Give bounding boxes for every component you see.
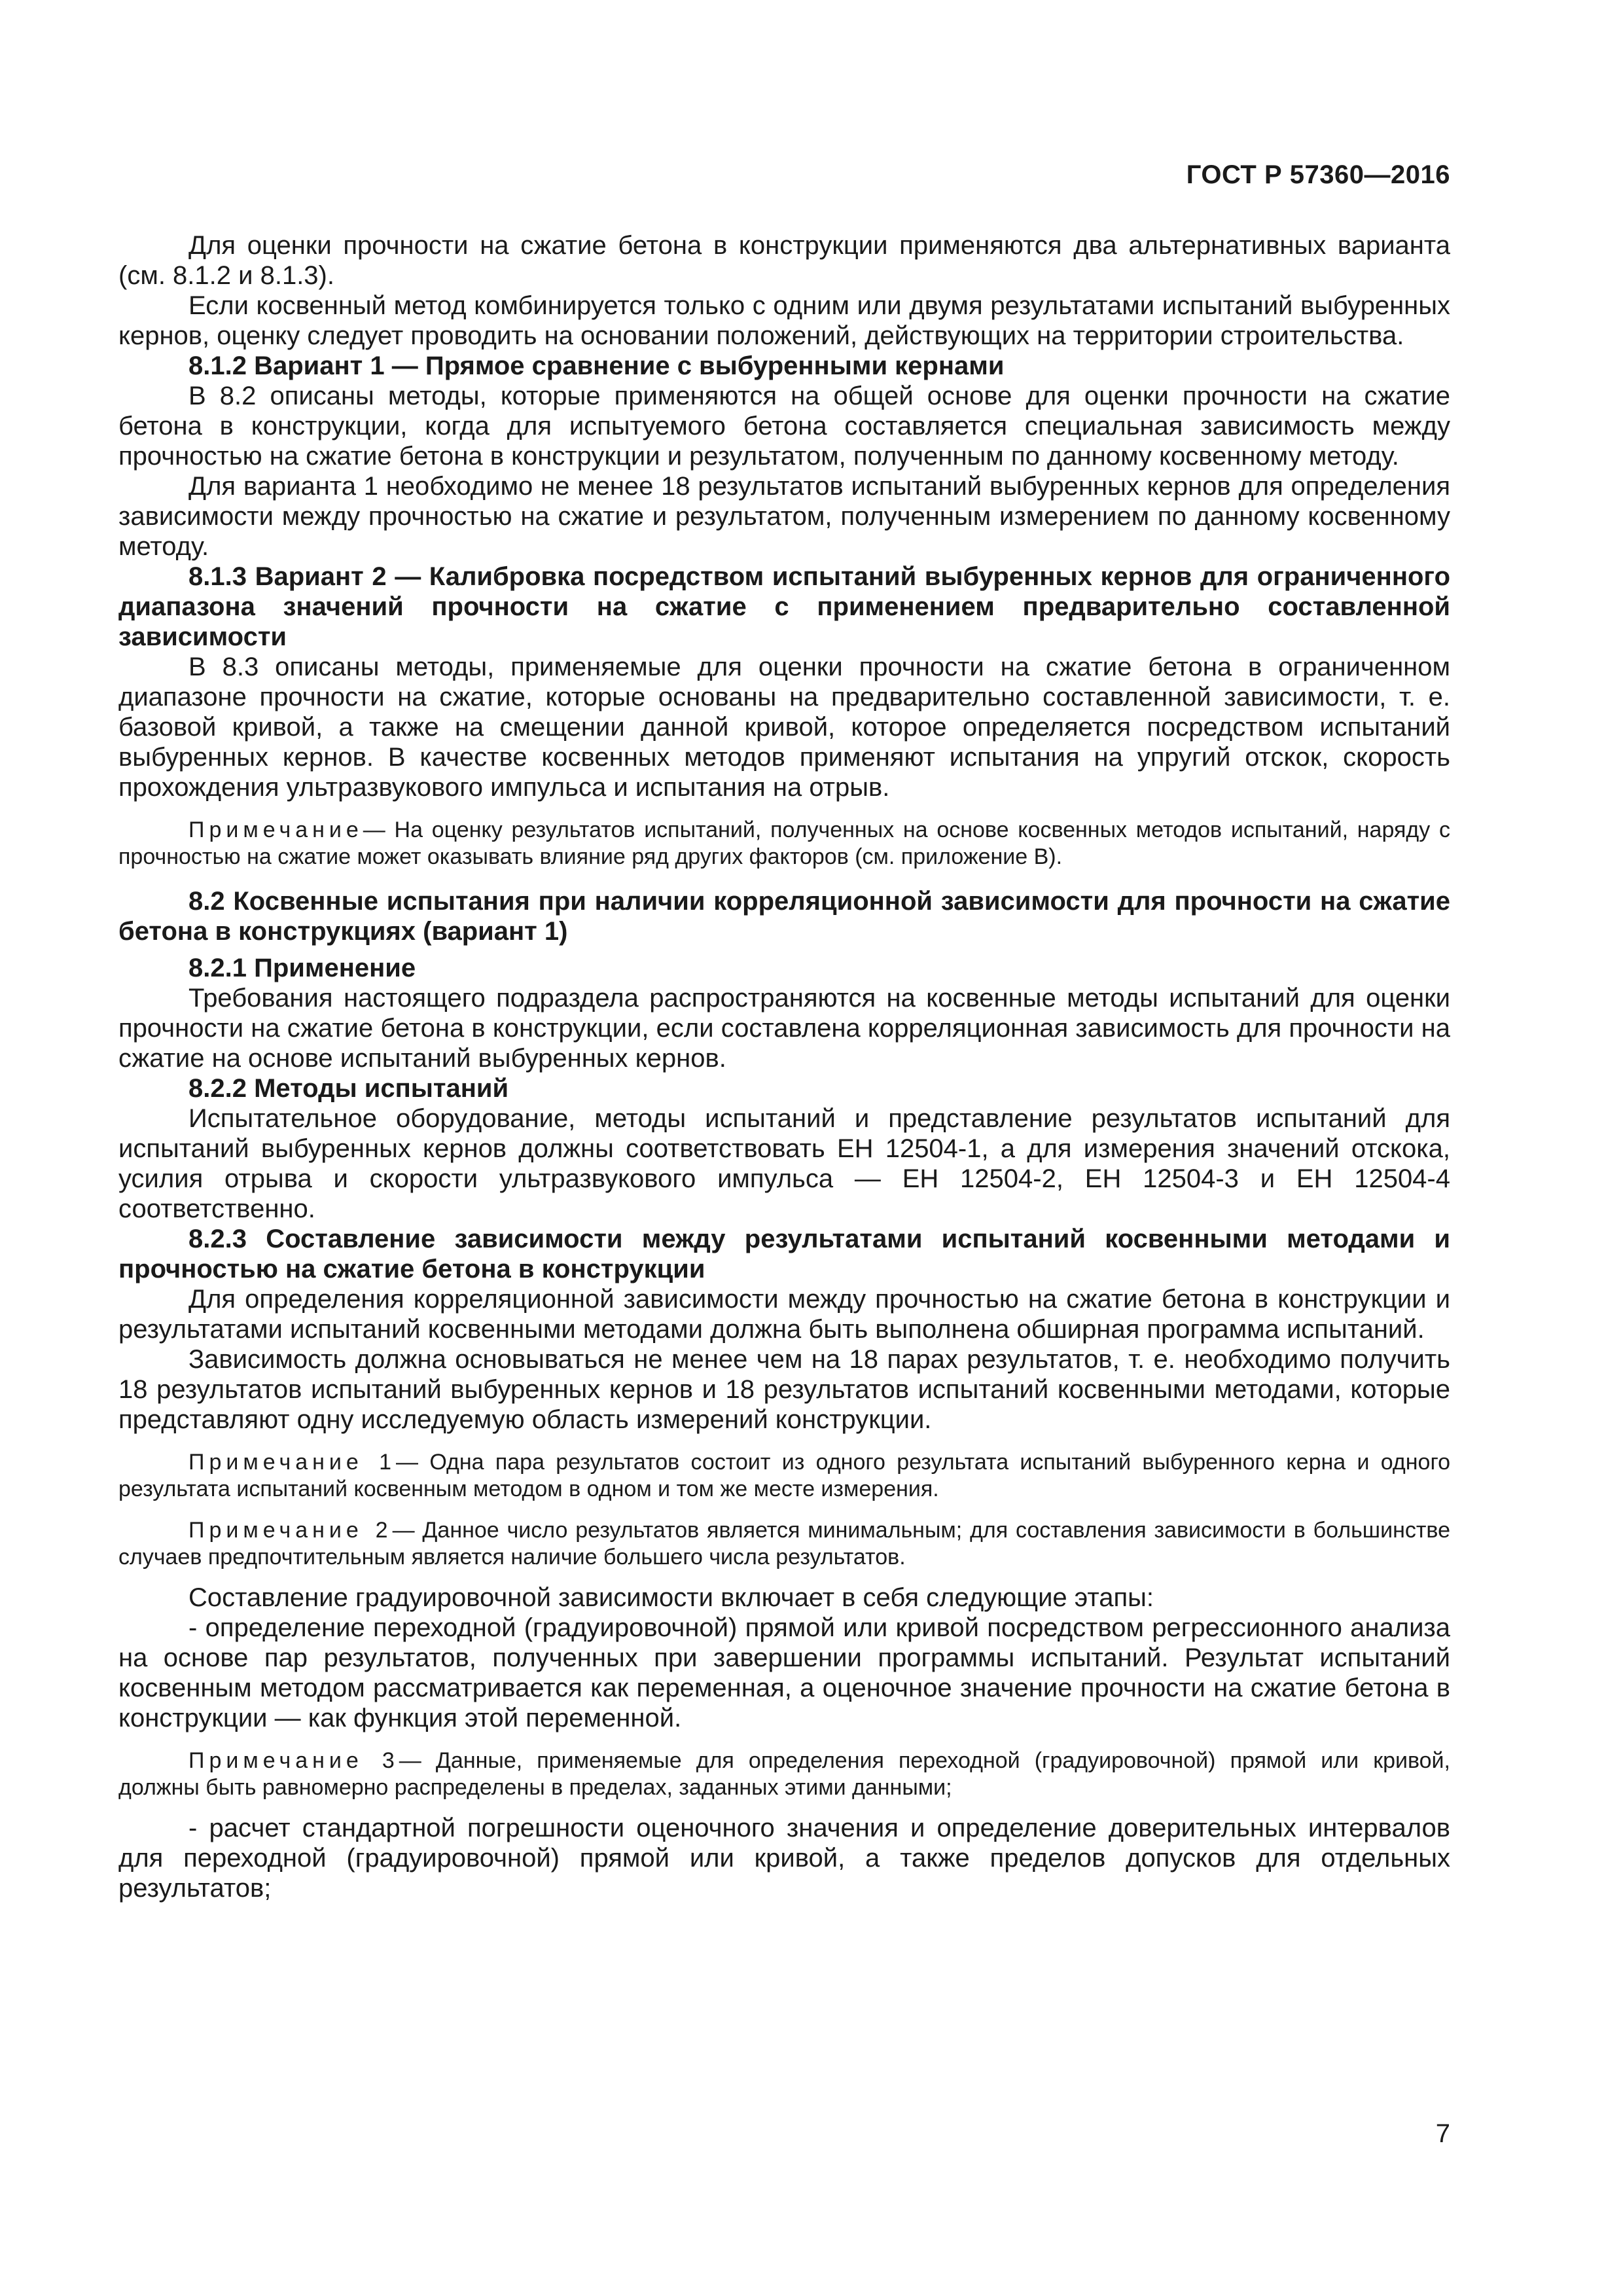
list-item: - определение переходной (градуировочной) прямой или кривой посредством регрессионного анализа на основе пар результатов, полученных при завершении программы испытаний. Результат испытаний косвенным методом рассматривается как переменная, а оценочное значение прочности на сжатие бетона в конструкции — как функция этой переменной. [118, 1613, 1450, 1732]
note-text: — Данные, применяемые для определения переходной (градуировочной) прямой или кривой, должны быть равномерно распределены в пределах, заданных этими данными; [118, 1748, 1450, 1800]
page-number: 7 [1435, 2119, 1450, 2148]
note-text: — На оценку результатов испытаний, полученных на основе косвенных методов испытаний, наряду с прочностью на сжатие может оказывать влияние ряд других факторов (см. приложение В). [118, 817, 1450, 869]
note [118, 1748, 1450, 1801]
list-item: - расчет стандартной погрешности оценочного значения и определение доверительных интервалов для переходной (градуировочной) прямой или кривой, а также пределов допусков для отдельных результатов; [118, 1814, 1450, 1903]
note-text: — Данное число результатов является минимальным; для составления зависимости в большинстве случаев предпочтительным является наличие большего числа результатов. [118, 1518, 1451, 1570]
subsection-heading-8-2-3: 8.2.3 Составление зависимости между результатами испытаний косвенными методами и прочностью на сжатие бетона в конструкции [118, 1225, 1450, 1283]
subsection-heading-8-1-2: 8.1.2 Вариант 1 — Прямое сравнение с выбуренными кернами [188, 351, 1005, 380]
note [118, 1517, 1450, 1571]
document-body [118, 230, 1450, 1903]
note-label: Примечание 1 [188, 1450, 397, 1475]
paragraph: Составление градуировочной зависимости включает в себя следующие этапы: [188, 1583, 1154, 1612]
note-label: Примечание [188, 817, 363, 842]
note [118, 1449, 1450, 1503]
paragraph: В 8.2 описаны методы, которые применяются на общей основе для оценки прочности на сжатие бетона в конструкции, когда для испытуемого бетона составляется специальная зависимость между прочностью на сжатие бетона в конструкции и результатом, полученным по данному косвенному методу. [118, 382, 1450, 471]
subsection-heading-8-2-1: 8.2.1 Применение [188, 954, 416, 982]
section-heading-8-2: 8.2 Косвенные испытания при наличии корреляционной зависимости для прочности на сжатие бетона в конструкциях (вариант 1) [118, 887, 1450, 946]
paragraph: Зависимость должна основываться не менее чем на 18 парах результатов, т. е. необходимо получить 18 результатов испытаний выбуренных кернов и 18 результатов испытаний косвенными методами, которые представляют одну исследуемую область измерений конструкции. [118, 1345, 1450, 1434]
standard-number: ГОСТ Р 57360—2016 [1186, 160, 1450, 189]
note-label: Примечание 2 [188, 1518, 393, 1543]
subsection-heading-8-2-2: 8.2.2 Методы испытаний [188, 1074, 509, 1103]
subsection-heading-8-1-3: 8.1.3 Вариант 2 — Калибровка посредством испытаний выбуренных кернов для ограниченного диапазона значений прочности на сжатие с применением предварительно составленной зависимости [118, 562, 1450, 651]
paragraph: Для оценки прочности на сжатие бетона в конструкции применяются два альтернативных варианта (см. 8.1.2 и 8.1.3). [118, 231, 1450, 290]
paragraph: Для определения корреляционной зависимости между прочностью на сжатие бетона в конструкции и результатами испытаний косвенными методами должна быть выполнена обширная программа испытаний. [118, 1285, 1450, 1344]
document-page [118, 0, 1450, 2296]
note-label: Примечание 3 [188, 1748, 399, 1773]
note-text: — Одна пара результатов состоит из одного результата испытаний выбуренного керна и одного результата испытаний косвенным методом в одном и том же месте измерения. [118, 1450, 1451, 1501]
paragraph: Требования настоящего подраздела распространяются на косвенные методы испытаний для оценки прочности на сжатие бетона в конструкции, если составлена корреляционная зависимость для прочности на сжатие на основе испытаний выбуренных кернов. [118, 984, 1450, 1073]
note [118, 817, 1450, 870]
paragraph: Если косвенный метод комбинируется только с одним или двумя результатами испытаний выбуренных кернов, оценку следует проводить на основании положений, действующих на территории строительства. [118, 291, 1450, 350]
paragraph: Для варианта 1 необходимо не менее 18 результатов испытаний выбуренных кернов для определения зависимости между прочностью на сжатие и результатом, полученным измерением по данному косвенному методу. [118, 472, 1450, 561]
paragraph: Испытательное оборудование, методы испытаний и представление результатов испытаний для испытаний выбуренных кернов должны соответствовать ЕН 12504-1, а для измерения значений отскока, усилия отрыва и скорости ультразвукового импульса — ЕН 12504-2, ЕН 12504-3 и ЕН 12504-4 соответственно. [118, 1104, 1450, 1223]
paragraph: В 8.3 описаны методы, применяемые для оценки прочности на сжатие бетона в ограниченном диапазоне прочности на сжатие, которые основаны на предварительно составленной зависимости, т. е. базовой кривой, а также на смещении данной кривой, которое определяется посредством испытаний выбуренных кернов. В качестве косвенных методов применяют испытания на упругий отскок, скорость прохождения ультразвукового импульса и испытания на отрыв. [118, 653, 1450, 802]
